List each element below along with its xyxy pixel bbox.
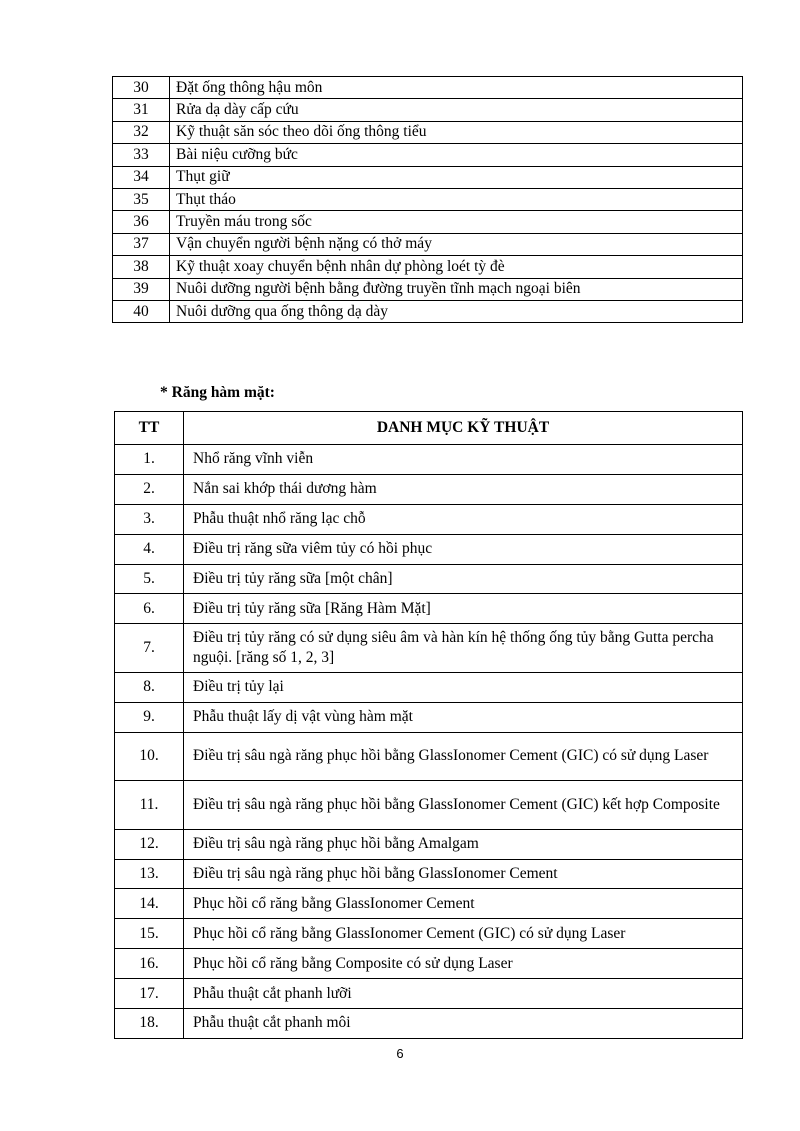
- row-number: 31: [113, 99, 170, 121]
- table-row: [115, 702, 743, 732]
- row-number: 2.: [115, 474, 184, 504]
- row-number: 11.: [115, 781, 184, 830]
- table-row: [115, 534, 743, 564]
- procedure-name: Điều trị tủy răng sữa [một chân]: [184, 564, 743, 594]
- table-row: [113, 166, 743, 188]
- procedure-name: Đặt ống thông hậu môn: [170, 77, 743, 99]
- table-row: [113, 300, 743, 322]
- dental-procedure-table: [114, 411, 743, 1039]
- table-row: [113, 99, 743, 121]
- table-row: [115, 594, 743, 624]
- procedure-name: Nắn sai khớp thái dương hàm: [184, 474, 743, 504]
- table-row: [113, 77, 743, 99]
- table-header-row: [115, 412, 743, 445]
- column-header-title: DANH MỤC KỸ THUẬT: [184, 412, 743, 445]
- procedure-name: Phẫu thuật cắt phanh môi: [184, 1008, 743, 1038]
- row-number: 32: [113, 121, 170, 143]
- table-row: [115, 781, 743, 830]
- procedure-name: Nhổ răng vĩnh viễn: [184, 445, 743, 475]
- table-row: [115, 474, 743, 504]
- row-number: 14.: [115, 889, 184, 919]
- procedure-name: Bài niệu cưỡng bức: [170, 144, 743, 166]
- table-row: [115, 829, 743, 859]
- row-number: 39: [113, 278, 170, 300]
- table-row: [113, 233, 743, 255]
- row-number: 37: [113, 233, 170, 255]
- procedure-name: Phẫu thuật nhổ răng lạc chỗ: [184, 504, 743, 534]
- procedure-name: Kỹ thuật săn sóc theo dõi ống thông tiểu: [170, 121, 743, 143]
- row-number: 30: [113, 77, 170, 99]
- table-row: [113, 211, 743, 233]
- page-number: 6: [396, 1046, 404, 1061]
- table-row: [115, 624, 743, 673]
- procedure-name: Thụt tháo: [170, 188, 743, 210]
- row-number: 3.: [115, 504, 184, 534]
- procedure-name: Rửa dạ dày cấp cứu: [170, 99, 743, 121]
- table-row: [113, 188, 743, 210]
- procedure-name: Điều trị sâu ngà răng phục hồi bằng Amalgam: [184, 829, 743, 859]
- row-number: 8.: [115, 672, 184, 702]
- table-row: [115, 859, 743, 889]
- row-number: 35: [113, 188, 170, 210]
- row-number: 7.: [115, 624, 184, 673]
- row-number: 4.: [115, 534, 184, 564]
- procedure-name: Điều trị sâu ngà răng phục hồi bằng GlassIonomer Cement (GIC) kết hợp Composite: [184, 781, 743, 830]
- table-row: [115, 564, 743, 594]
- row-number: 38: [113, 256, 170, 278]
- procedure-name: Phục hồi cổ răng bằng Composite có sử dụng Laser: [184, 949, 743, 979]
- row-number: 33: [113, 144, 170, 166]
- procedure-name: Nuôi dưỡng người bệnh bằng đường truyền tĩnh mạch ngoại biên: [170, 278, 743, 300]
- table-row: [113, 144, 743, 166]
- row-number: 15.: [115, 919, 184, 949]
- procedure-name: Điều trị sâu ngà răng phục hồi bằng GlassIonomer Cement (GIC) có sử dụng Laser: [184, 732, 743, 781]
- row-number: 10.: [115, 732, 184, 781]
- row-number: 16.: [115, 949, 184, 979]
- row-number: 34: [113, 166, 170, 188]
- row-number: 12.: [115, 829, 184, 859]
- procedure-name: Điều trị sâu ngà răng phục hồi bằng GlassIonomer Cement: [184, 859, 743, 889]
- row-number: 17.: [115, 979, 184, 1009]
- table-row: [115, 504, 743, 534]
- row-number: 13.: [115, 859, 184, 889]
- table-row: [115, 979, 743, 1009]
- procedure-name: Điều trị tủy răng sữa [Răng Hàm Mặt]: [184, 594, 743, 624]
- procedure-name: Kỹ thuật xoay chuyển bệnh nhân dự phòng loét tỳ đè: [170, 256, 743, 278]
- row-number: 6.: [115, 594, 184, 624]
- procedure-name: Phục hồi cổ răng bằng GlassIonomer Cement: [184, 889, 743, 919]
- row-number: 9.: [115, 702, 184, 732]
- procedure-name: Điều trị tủy lại: [184, 672, 743, 702]
- table-row: [115, 732, 743, 781]
- table-row: [113, 278, 743, 300]
- procedure-name: Điều trị răng sữa viêm tủy có hồi phục: [184, 534, 743, 564]
- table-row: [115, 889, 743, 919]
- procedure-name: Thụt giữ: [170, 166, 743, 188]
- procedure-name: Điều trị tủy răng có sử dụng siêu âm và hàn kín hệ thống ống tủy bằng Gutta percha nguội. [răng số 1, 2, 3]: [184, 624, 743, 673]
- procedure-name: Nuôi dưỡng qua ống thông dạ dày: [170, 300, 743, 322]
- row-number: 18.: [115, 1008, 184, 1038]
- procedure-name: Vận chuyển người bệnh nặng có thở máy: [170, 233, 743, 255]
- table-row: [115, 949, 743, 979]
- table-row: [113, 121, 743, 143]
- procedure-name: Phẫu thuật cắt phanh lưỡi: [184, 979, 743, 1009]
- procedure-name: Truyền máu trong sốc: [170, 211, 743, 233]
- table-row: [115, 1008, 743, 1038]
- procedure-table-continued: [112, 76, 743, 323]
- row-number: 1.: [115, 445, 184, 475]
- row-number: 5.: [115, 564, 184, 594]
- table-row: [115, 919, 743, 949]
- procedure-name: Phục hồi cổ răng bằng GlassIonomer Cement (GIC) có sử dụng Laser: [184, 919, 743, 949]
- table-row: [113, 256, 743, 278]
- column-header-number: TT: [115, 412, 184, 445]
- table-row: [115, 445, 743, 475]
- section-heading: * Răng hàm mặt:: [160, 384, 275, 401]
- row-number: 40: [113, 300, 170, 322]
- table-row: [115, 672, 743, 702]
- row-number: 36: [113, 211, 170, 233]
- procedure-name: Phẫu thuật lấy dị vật vùng hàm mặt: [184, 702, 743, 732]
